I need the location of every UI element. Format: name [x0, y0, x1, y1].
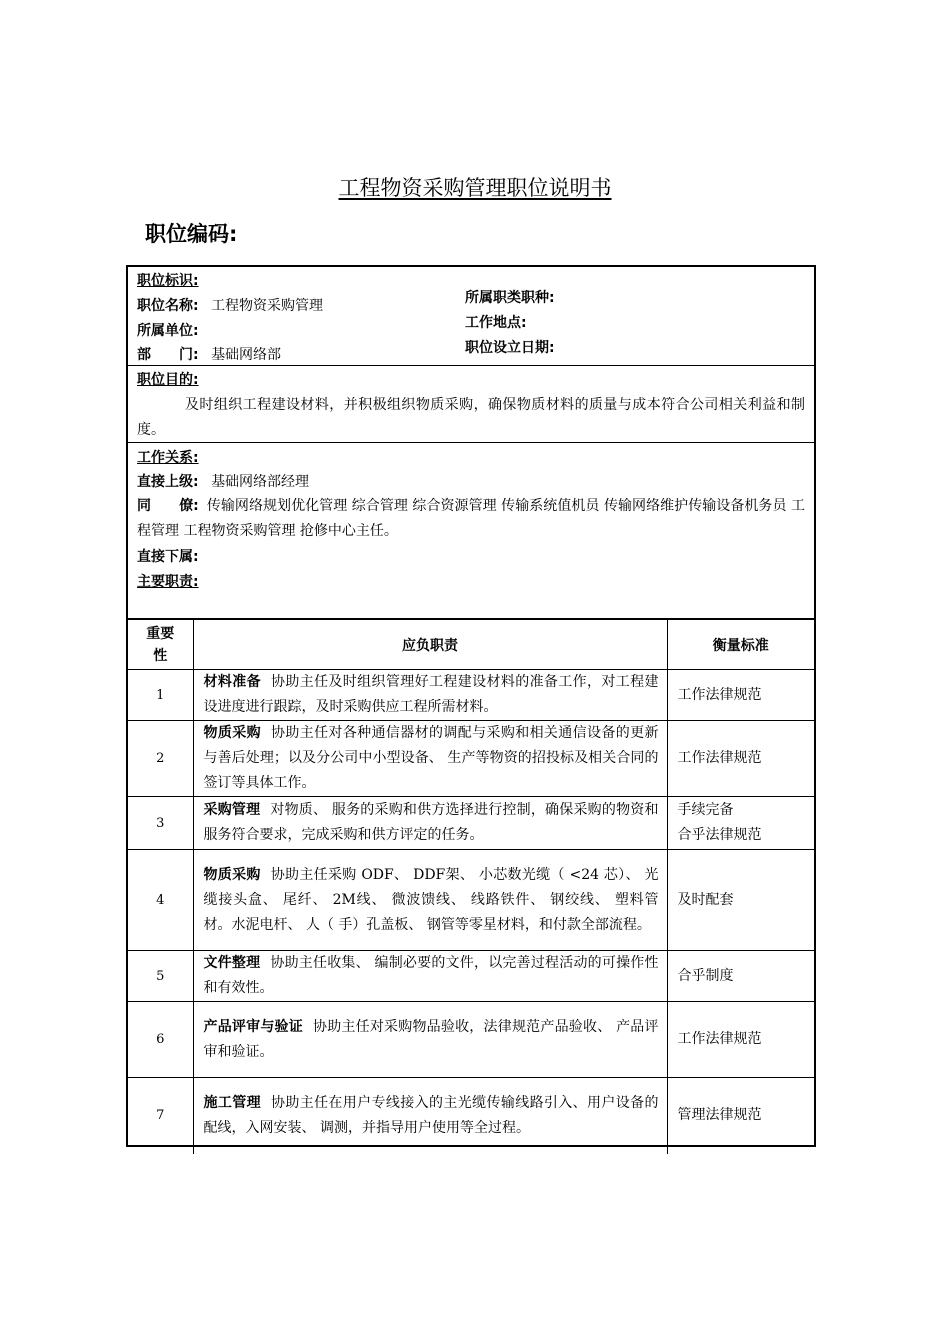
department-row [137, 345, 281, 365]
duty-standard: 管理法律规范 [667, 1078, 814, 1154]
duty-row [128, 721, 814, 797]
purpose-text: 及时组织工程建设材料，并积极组织物质采购，确保物质材料的质量与成本符合公司相关利益和制度。 [137, 397, 805, 438]
identity-section [128, 267, 814, 366]
duty-importance: 3 [128, 797, 193, 850]
duty-row [128, 797, 814, 850]
position-code-label: 职位编码: [145, 222, 238, 246]
duty-description [193, 1078, 667, 1154]
relations-heading: 工作关系: [137, 450, 199, 466]
duty-description [193, 850, 667, 951]
duty-standard: 工作法律规范 [667, 670, 814, 721]
duty-description [193, 670, 667, 721]
duty-text: 协助主任对采购物品验收，法律规范产品验收、 产品评审和验证。 [203, 1018, 659, 1060]
duty-row [128, 670, 814, 721]
duty-text: 协助主任及时组织管理好工程建设材料的准备工作，对工程建设进度进行跟踪，及时采购供应工程所需材料。 [203, 674, 659, 715]
job-description-table [126, 265, 816, 1147]
duties-header-row [128, 620, 814, 670]
duty-description [193, 951, 667, 1002]
duty-importance: 5 [128, 951, 193, 1002]
superior-value: 基础网络部经理 [211, 474, 310, 490]
duty-importance: 7 [128, 1078, 193, 1154]
duty-description [193, 721, 667, 797]
department-value: 基础网络部 [211, 347, 282, 363]
establish-date-label: 职位设立日期: [465, 340, 555, 356]
duties-table [128, 619, 814, 1154]
duty-text: 对物质、 服务的采购和供方选择进行控制，确保采购的物资和服务符合要求，完成采购和供方评定的任务。 [203, 802, 659, 843]
duty-row [128, 1078, 814, 1154]
duty-title: 物质采购 [203, 725, 261, 741]
duty-standard: 手续完备 合乎法律规范 [667, 797, 814, 850]
relations-section [128, 443, 814, 567]
peers-label: 同 僚: [137, 498, 199, 514]
duty-text: 协助主任对各种通信器材的调配与采购和相关通信设备的更新与善后处理；以及分公司中小型设备、 生产等物资的招投标及相关合同的签订等具体工作。 [203, 725, 659, 791]
category-label: 所属职类职种: [465, 290, 555, 306]
duty-title: 产品评审与验证 [203, 1018, 303, 1035]
subordinate-label: 直接下属: [137, 549, 199, 565]
duty-header: 应负职责 [193, 620, 667, 670]
duty-title: 施工管理 [203, 1094, 261, 1111]
duty-row [128, 1002, 814, 1078]
position-name-label: 职位名称: [137, 298, 199, 314]
importance-header: 重要性 [128, 620, 193, 670]
duty-title: 文件整理 [203, 955, 261, 971]
peers-value: 传输网络规划优化管理 综合管理 综合资源管理 传输系统值机员 传输网络维护传输设备机务员 工程管理 工程物资采购管理 抢修中心主任。 [137, 498, 805, 539]
position-name-value: 工程物资采购管理 [211, 298, 324, 314]
unit-label: 所属单位: [137, 323, 199, 339]
duty-standard: 工作法律规范 [667, 721, 814, 797]
duty-title: 物质采购 [203, 866, 261, 883]
duty-standard: 及时配套 [667, 850, 814, 951]
standard-header: 衡量标准 [667, 620, 814, 670]
position-name-row [137, 296, 323, 316]
duty-text: 协助主任在用户专线接入的主光缆传输线路引入、用户设备的配线，入网安装、 调测，并指导用户使用等全过程。 [203, 1094, 659, 1136]
document-title: 工程物资采购管理职位说明书 [338, 176, 612, 200]
duties-heading-section [128, 567, 814, 619]
duty-description [193, 1002, 667, 1078]
duties-heading: 主要职责: [137, 574, 199, 590]
duty-importance: 6 [128, 1002, 193, 1078]
purpose-heading: 职位目的: [137, 372, 199, 388]
duty-row [128, 951, 814, 1002]
duty-row [128, 850, 814, 951]
duty-importance: 4 [128, 850, 193, 951]
duty-importance: 1 [128, 670, 193, 721]
duty-text: 协助主任收集、 编制必要的文件，以完善过程活动的可操作性和有效性。 [203, 955, 659, 996]
duty-title: 材料准备 [203, 674, 261, 690]
department-label: 部 门: [137, 347, 199, 363]
identity-heading: 职位标识: [137, 273, 199, 289]
duty-title: 采购管理 [203, 802, 261, 818]
purpose-section [128, 366, 814, 443]
superior-row [137, 472, 309, 492]
duty-standard: 工作法律规范 [667, 1002, 814, 1078]
duty-importance: 2 [128, 721, 193, 797]
duty-description [193, 797, 667, 850]
superior-label: 直接上级: [137, 474, 199, 490]
duty-standard: 合乎制度 [667, 951, 814, 1002]
peers-row [137, 494, 805, 544]
location-label: 工作地点: [465, 315, 527, 331]
duty-text: 协助主任采购 ODF、 DDF架、 小芯数光缆（ <24 芯）、 光缆接头盒、 尾纤、 2M线、 微波馈线、 线路铁件、 钢绞线、 塑料管材。水泥电杆、 人（ 手）孔盖板、 钢管等零星材料，和付款全部流程。 [203, 866, 659, 933]
